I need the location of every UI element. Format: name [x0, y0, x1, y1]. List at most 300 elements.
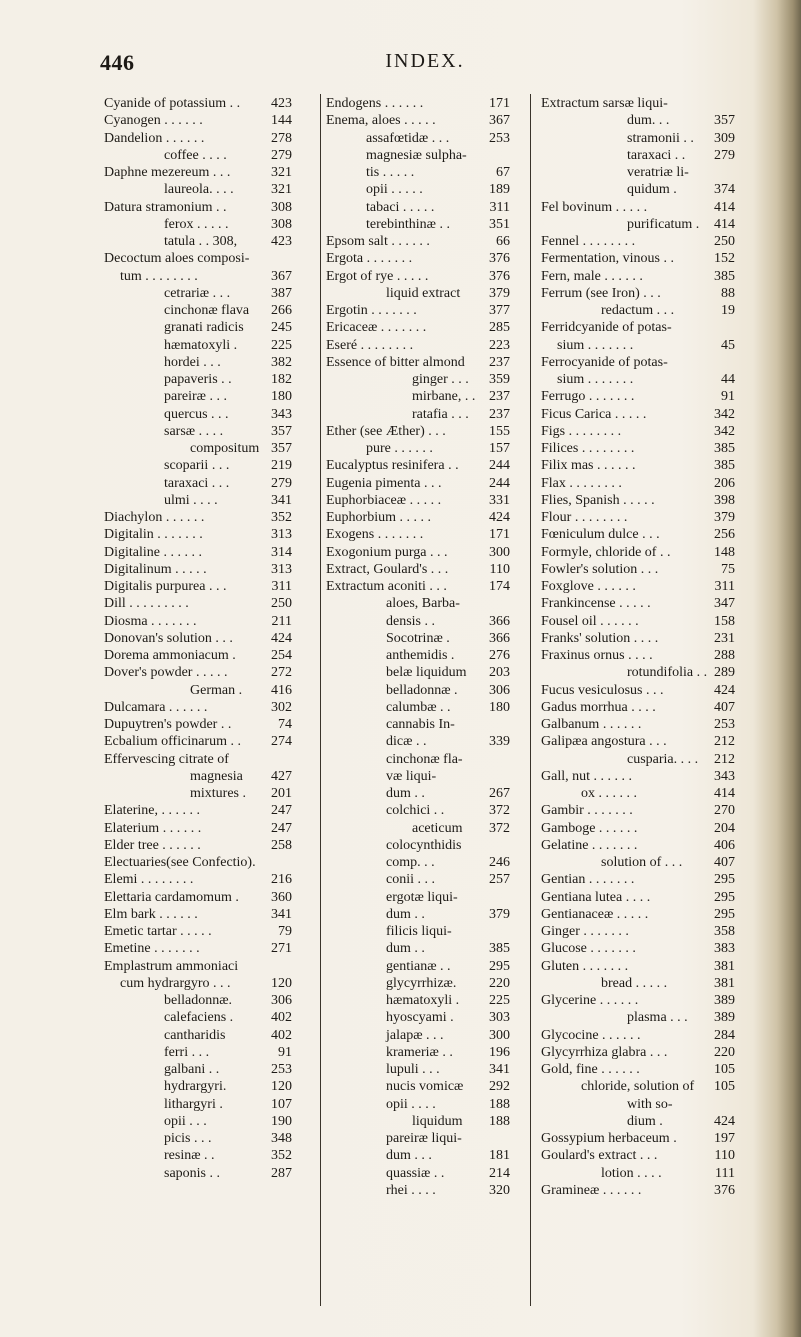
index-entry — [104, 1078, 292, 1095]
entry-page-number: 331 — [489, 492, 510, 508]
entry-term: Digitalis purpurea . . . — [104, 579, 227, 594]
entry-term: calumbæ . . — [386, 699, 451, 715]
entry-term: colocynthidis — [386, 837, 462, 853]
entry-page-number: 377 — [489, 303, 510, 318]
index-entry — [104, 975, 292, 992]
entry-page-number: 212 — [714, 734, 735, 750]
index-entry — [541, 1165, 735, 1182]
entry-page-number: 381 — [714, 958, 735, 974]
index-entry — [541, 630, 735, 647]
entry-page-number: 189 — [489, 182, 510, 198]
entry-page-number: 385 — [714, 441, 735, 456]
index-entry — [104, 630, 292, 647]
index-entry — [104, 923, 292, 940]
entry-term: Galbanum . . . . . . — [541, 717, 642, 732]
entry-page-number: 342 — [714, 406, 735, 422]
index-entry — [541, 733, 735, 750]
entry-page-number: 389 — [714, 1010, 735, 1026]
entry-page-number: 311 — [489, 199, 510, 215]
entry-page-number: 245 — [271, 320, 292, 336]
entry-term: Ficus Carica . . . . . — [541, 406, 647, 422]
entry-term: magnesiæ sulpha- — [366, 147, 467, 163]
entry-term: mixtures . — [190, 786, 246, 801]
entry-term: glycyrrhizæ. — [386, 975, 457, 991]
index-entry — [541, 268, 735, 285]
index-entry — [104, 992, 292, 1009]
index-entry — [326, 992, 510, 1009]
entry-page-number: 414 — [714, 216, 735, 232]
entry-page-number: 311 — [714, 579, 735, 594]
entry-page-number — [733, 95, 735, 112]
entry-page-number: 267 — [489, 786, 510, 801]
index-column-2 — [326, 95, 510, 1199]
index-entry — [104, 250, 292, 267]
entry-page-number: 279 — [714, 147, 735, 163]
entry-page-number: 253 — [489, 130, 510, 146]
entry-term: cusparia. . . . — [627, 751, 699, 767]
entry-page-number: 279 — [271, 475, 292, 491]
index-entry — [541, 423, 735, 440]
entry-page-number: 152 — [714, 251, 735, 267]
index-entry — [326, 889, 510, 906]
entry-term: cinchonæ flava — [164, 303, 250, 318]
entry-page-number: 250 — [271, 596, 292, 612]
entry-term: ferox . . . . . — [164, 216, 229, 232]
index-entry — [326, 1096, 510, 1113]
entry-page-number: 372 — [489, 803, 510, 819]
entry-term: Fel bovinum . . . . . — [541, 199, 648, 215]
entry-term: comp. . . — [386, 855, 435, 870]
index-entry — [104, 578, 292, 595]
index-entry — [541, 578, 735, 595]
index-entry — [541, 319, 735, 336]
index-entry — [104, 337, 292, 354]
entry-page-number: 379 — [714, 510, 735, 525]
index-entry — [326, 802, 510, 819]
index-entry — [326, 1130, 510, 1147]
entry-term: tatula . . 308, — [164, 234, 238, 249]
entry-page-number: 367 — [489, 113, 510, 129]
index-entry — [104, 751, 292, 768]
entry-term: Daphne mezereum . . . — [104, 165, 231, 180]
entry-page-number: 237 — [489, 354, 510, 370]
index-entry — [541, 509, 735, 526]
entry-term: Dandelion . . . . . . — [104, 130, 205, 146]
entry-page-number: 220 — [489, 975, 510, 991]
entry-page-number: 414 — [714, 199, 735, 215]
entry-term: Glucose . . . . . . . — [541, 941, 636, 957]
index-entry — [541, 199, 735, 216]
index-entry — [104, 647, 292, 664]
entry-term: Emplastrum ammoniaci — [104, 958, 239, 974]
entry-term: taraxaci . . . — [164, 475, 230, 491]
entry-term: opii . . . — [164, 1113, 207, 1129]
entry-page-number: 302 — [271, 699, 292, 715]
entry-term: Emetine . . . . . . . — [104, 941, 200, 957]
index-entry — [104, 699, 292, 716]
entry-page-number: 424 — [489, 510, 510, 525]
entry-term: Flour . . . . . . . . — [541, 510, 628, 525]
index-entry — [541, 130, 735, 147]
index-entry — [104, 181, 292, 198]
entry-term: nucis vomicæ — [386, 1079, 464, 1095]
entry-page-number: 357 — [271, 423, 292, 439]
index-entry — [326, 509, 510, 526]
entry-term: Datura stramonium . . — [104, 199, 227, 215]
entry-term: Digitalin . . . . . . . — [104, 527, 203, 543]
index-entry — [326, 337, 510, 354]
entry-term: cetrariæ . . . — [164, 285, 231, 301]
index-entry — [541, 302, 735, 319]
entry-page-number: 180 — [489, 699, 510, 715]
entry-term: Fraxinus ornus . . . . — [541, 648, 653, 663]
entry-term: Gossypium herbaceum . — [541, 1131, 677, 1146]
entry-page-number — [508, 889, 510, 906]
entry-term: Glycocine . . . . . . — [541, 1027, 641, 1043]
index-entry — [104, 268, 292, 285]
entry-page-number: 351 — [489, 216, 510, 232]
index-entry — [326, 250, 510, 267]
entry-term: stramonii . . — [627, 130, 694, 146]
entry-term: lotion . . . . — [601, 1165, 662, 1181]
index-entry — [104, 1147, 292, 1164]
index-entry — [104, 1096, 292, 1113]
index-entry — [104, 302, 292, 319]
entry-page-number — [733, 1096, 735, 1113]
index-column-3 — [541, 95, 735, 1199]
entry-term: Elaterine, . . . . . . — [104, 803, 201, 819]
index-entry — [541, 699, 735, 716]
index-entry — [541, 958, 735, 975]
entry-term: mirbane, . . — [412, 389, 476, 405]
entry-page-number: 158 — [714, 613, 735, 629]
entry-page-number: 197 — [714, 1131, 735, 1146]
entry-term: ginger . . . — [412, 372, 469, 387]
index-entry — [326, 457, 510, 474]
index-entry — [104, 147, 292, 164]
index-entry — [541, 544, 735, 561]
entry-term: ox . . . . . . — [581, 786, 637, 801]
entry-page-number — [508, 147, 510, 164]
entry-term: Epsom salt . . . . . . — [326, 234, 430, 249]
entry-page-number: 257 — [489, 872, 510, 888]
entry-page-number: 225 — [271, 337, 292, 353]
entry-page-number: 247 — [271, 803, 292, 819]
entry-page-number — [508, 837, 510, 854]
index-entry — [326, 699, 510, 716]
index-entry — [541, 613, 735, 630]
index-entry — [541, 682, 735, 699]
entry-term: Extractum sarsæ liqui- — [541, 96, 668, 111]
index-entry — [104, 733, 292, 750]
index-entry — [104, 130, 292, 147]
index-entry — [104, 871, 292, 888]
index-entry — [326, 181, 510, 198]
index-entry — [104, 1165, 292, 1182]
index-entry — [541, 216, 735, 233]
entry-page-number: 105 — [714, 1062, 735, 1077]
entry-term: Ergota . . . . . . . — [326, 251, 413, 267]
entry-term: rhei . . . . — [386, 1182, 436, 1198]
index-entry — [326, 975, 510, 992]
index-entry — [326, 440, 510, 457]
entry-term: Eugenia pimenta . . . — [326, 475, 442, 491]
entry-term: magnesia — [190, 768, 243, 784]
entry-page-number: 256 — [714, 527, 735, 543]
entry-page-number: 148 — [714, 544, 735, 560]
index-entry — [104, 285, 292, 302]
entry-term: ratafia . . . — [412, 406, 469, 422]
index-entry — [104, 837, 292, 854]
entry-page-number: 246 — [489, 855, 510, 870]
entry-page-number: 244 — [489, 458, 510, 474]
entry-term: pareiræ . . . — [164, 389, 227, 405]
entry-page-number: 79 — [278, 924, 292, 939]
entry-term: hyoscyami . — [386, 1010, 454, 1026]
index-entry — [104, 216, 292, 233]
entry-page-number: 306 — [271, 993, 292, 1008]
index-entry — [326, 354, 510, 371]
entry-term: Diosma . . . . . . . — [104, 613, 197, 629]
entry-term: cannabis In- — [386, 717, 455, 732]
entry-page-number: 300 — [489, 1027, 510, 1043]
entry-page-number: 303 — [489, 1010, 510, 1026]
index-entry — [104, 768, 292, 785]
entry-page-number: 376 — [489, 251, 510, 267]
index-entry — [326, 664, 510, 681]
entry-page-number: 308 — [271, 199, 292, 215]
entry-page-number: 366 — [489, 630, 510, 646]
index-entry — [104, 1009, 292, 1026]
entry-term: sium . . . . . . . — [557, 337, 634, 353]
index-entry — [541, 95, 735, 112]
index-entry — [104, 889, 292, 906]
entry-term: compositum — [190, 441, 260, 456]
index-entry — [541, 1061, 735, 1078]
index-entry — [326, 319, 510, 336]
index-entry — [326, 492, 510, 509]
entry-term: Filices . . . . . . . . — [541, 441, 635, 456]
entry-term: Eseré . . . . . . . . — [326, 337, 414, 353]
entry-term: redactum . . . — [601, 303, 675, 318]
entry-page-number: 320 — [489, 1182, 510, 1198]
entry-page-number: 407 — [714, 855, 735, 870]
entry-page-number: 204 — [714, 820, 735, 836]
index-entry — [326, 1061, 510, 1078]
entry-page-number: 91 — [278, 1044, 292, 1060]
entry-page-number: 341 — [489, 1062, 510, 1077]
index-entry — [541, 871, 735, 888]
entry-page-number: 343 — [271, 406, 292, 422]
entry-page-number: 88 — [721, 285, 735, 301]
index-entry — [104, 854, 292, 871]
entry-page-number: 402 — [271, 1010, 292, 1026]
index-column-1 — [104, 95, 292, 1182]
index-entry — [541, 1182, 735, 1199]
index-entry — [326, 682, 510, 699]
entry-page-number: 306 — [489, 682, 510, 698]
entry-page-number: 424 — [271, 630, 292, 646]
entry-page-number: 348 — [271, 1131, 292, 1146]
entry-page-number: 244 — [489, 475, 510, 491]
entry-term: Digitaline . . . . . . — [104, 544, 202, 560]
entry-term: Gold, fine . . . . . . — [541, 1062, 640, 1077]
entry-term: belladonnæ . — [386, 682, 458, 698]
entry-page-number: 105 — [714, 1079, 735, 1095]
entry-term: Ferridcyanide of potas- — [541, 320, 672, 336]
entry-page-number: 381 — [714, 975, 735, 991]
index-entry — [326, 388, 510, 405]
entry-page-number: 201 — [271, 786, 292, 801]
entry-term: scoparii . . . — [164, 458, 230, 474]
page-number: 446 — [100, 50, 135, 75]
entry-page-number: 216 — [271, 872, 292, 888]
entry-page-number: 220 — [714, 1044, 735, 1060]
entry-page-number: 223 — [489, 337, 510, 353]
entry-term: taraxaci . . — [627, 147, 686, 163]
page-title: INDEX. — [385, 50, 465, 72]
index-entry — [541, 837, 735, 854]
index-entry — [541, 1027, 735, 1044]
index-entry — [104, 199, 292, 216]
entry-page-number: 382 — [271, 354, 292, 370]
entry-page-number: 203 — [489, 665, 510, 681]
index-entry — [104, 1113, 292, 1130]
entry-page-number: 357 — [271, 441, 292, 456]
entry-term: galbani . . — [164, 1062, 220, 1077]
entry-term: gentianæ . . — [386, 958, 451, 974]
entry-page-number: 107 — [271, 1096, 292, 1112]
entry-page-number — [290, 250, 292, 267]
index-entry — [104, 475, 292, 492]
index-entry — [104, 958, 292, 975]
entry-page-number — [290, 854, 292, 871]
entry-page-number: 358 — [714, 924, 735, 939]
entry-term: Gelatine . . . . . . . — [541, 837, 638, 853]
entry-term: Ecbalium officinarum . . — [104, 734, 241, 750]
entry-page-number: 366 — [489, 613, 510, 629]
entry-term: Gramineæ . . . . . . — [541, 1182, 642, 1198]
index-entry — [326, 285, 510, 302]
index-entry — [541, 147, 735, 164]
index-entry — [104, 233, 292, 250]
index-entry — [326, 147, 510, 164]
entry-page-number — [733, 164, 735, 181]
index-entry — [326, 199, 510, 216]
index-entry — [541, 406, 735, 423]
entry-term: tum . . . . . . . . — [120, 268, 198, 284]
entry-term: opii . . . . . — [366, 182, 423, 198]
index-entry — [541, 233, 735, 250]
entry-page-number: 376 — [714, 1182, 735, 1198]
index-entry — [326, 854, 510, 871]
entry-page-number: 407 — [714, 699, 735, 715]
entry-term: German . — [190, 682, 243, 698]
entry-term: Figs . . . . . . . . — [541, 423, 622, 439]
index-entry — [104, 509, 292, 526]
entry-term: tabaci . . . . . — [366, 199, 435, 215]
entry-page-number: 347 — [714, 596, 735, 612]
entry-page-number: 247 — [271, 820, 292, 836]
entry-page-number: 423 — [271, 96, 292, 111]
index-entry — [104, 544, 292, 561]
index-entry — [326, 595, 510, 612]
entry-term: Glycyrrhiza glabra . . . — [541, 1044, 668, 1060]
entry-term: Gluten . . . . . . . — [541, 958, 629, 974]
index-entry — [104, 820, 292, 837]
entry-page-number: 272 — [271, 665, 292, 681]
entry-term: Elder tree . . . . . . — [104, 837, 201, 853]
entry-term: colchici . . — [386, 803, 445, 819]
index-entry — [326, 785, 510, 802]
index-entry — [104, 112, 292, 129]
entry-term: cantharidis — [164, 1027, 226, 1043]
entry-page-number — [508, 1130, 510, 1147]
entry-term: plasma . . . — [627, 1010, 688, 1026]
entry-term: dum. . . — [627, 113, 670, 129]
entry-term: densis . . — [386, 613, 435, 629]
entry-term: hæmatoxyli . — [386, 993, 460, 1008]
index-entry — [104, 785, 292, 802]
entry-term: dum . . . — [386, 1148, 432, 1164]
entry-term: Gamboge . . . . . . — [541, 820, 638, 836]
entry-term: Fucus vesiculosus . . . — [541, 682, 664, 698]
entry-page-number: 211 — [271, 613, 292, 629]
entry-term: purificatum . — [627, 216, 700, 232]
index-entry — [541, 440, 735, 457]
entry-page-number: 19 — [721, 303, 735, 318]
index-entry — [104, 940, 292, 957]
index-entry — [541, 371, 735, 388]
index-entry — [326, 561, 510, 578]
index-entry — [326, 371, 510, 388]
entry-page-number — [290, 958, 292, 975]
entry-page-number: 276 — [489, 648, 510, 663]
entry-page-number: 379 — [489, 906, 510, 922]
entry-page-number: 190 — [271, 1113, 292, 1129]
entry-term: Fennel . . . . . . . . — [541, 234, 636, 249]
index-entry — [104, 1061, 292, 1078]
index-entry — [326, 164, 510, 181]
entry-term: granati radicis — [164, 320, 244, 336]
entry-term: assafœtidæ . . . — [366, 130, 450, 146]
entry-term: Extractum aconiti . . . — [326, 579, 447, 594]
entry-term: Franks' solution . . . . — [541, 630, 659, 646]
entry-term: ulmi . . . . — [164, 492, 218, 508]
index-entry — [326, 647, 510, 664]
entry-page-number: 321 — [271, 182, 292, 198]
entry-term: Goulard's extract . . . — [541, 1148, 658, 1164]
entry-term: Decoctum aloes composi- — [104, 251, 250, 267]
index-entry — [541, 250, 735, 267]
entry-term: dium . — [627, 1113, 663, 1129]
entry-page-number: 74 — [278, 717, 292, 732]
entry-term: Ether (see Æther) . . . — [326, 423, 446, 439]
entry-page-number: 266 — [271, 303, 292, 318]
entry-term: Cyanogen . . . . . . — [104, 113, 203, 129]
entry-term: conii . . . — [386, 872, 435, 888]
index-entry — [541, 1009, 735, 1026]
entry-term: Flax . . . . . . . . — [541, 475, 622, 491]
entry-page-number: 387 — [271, 285, 292, 301]
entry-term: chloride, solution of — [581, 1079, 695, 1095]
entry-page-number: 196 — [489, 1044, 510, 1060]
entry-term: Fermentation, vinous . . — [541, 251, 674, 267]
entry-page-number: 214 — [489, 1165, 510, 1181]
index-entry — [541, 906, 735, 923]
entry-page-number: 383 — [714, 941, 735, 957]
entry-page-number: 120 — [271, 975, 292, 991]
